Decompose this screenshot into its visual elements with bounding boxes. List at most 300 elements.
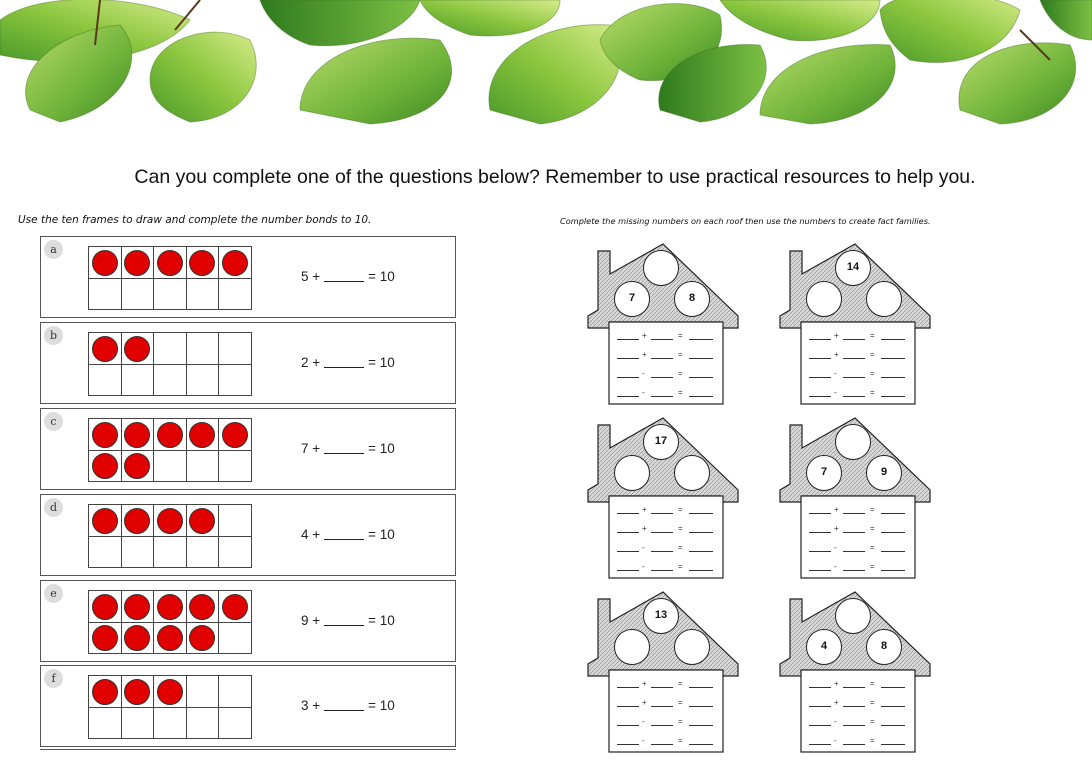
fact-operator: -	[834, 543, 837, 552]
ten-frame-cell[interactable]	[121, 333, 154, 365]
fact-line[interactable]	[809, 502, 905, 514]
question-panel-a	[40, 236, 456, 318]
fact-blank[interactable]	[689, 744, 713, 745]
equation-end: = 10	[368, 527, 395, 542]
fact-blank[interactable]	[809, 396, 831, 397]
instruction-text: Can you complete one of the questions below? Remember to use practical resources to help you.	[134, 166, 976, 188]
fact-operator: =	[870, 562, 875, 571]
fact-family-lines	[801, 496, 915, 578]
fact-operator: =	[678, 505, 683, 514]
fact-blank[interactable]	[881, 358, 905, 359]
ten-frame-cell[interactable]	[219, 364, 252, 396]
fact-blank[interactable]	[689, 396, 713, 397]
fact-operator: -	[642, 369, 645, 378]
ten-frame-cell[interactable]	[186, 622, 219, 654]
fact-family-lines	[609, 496, 723, 578]
ten-frame-cell[interactable]	[219, 536, 252, 568]
roof-number-top[interactable]	[643, 250, 679, 286]
ten-frame-cell[interactable]	[219, 419, 252, 451]
red-counter	[92, 625, 118, 651]
ten-frame-cell[interactable]	[219, 591, 252, 623]
red-counter	[124, 625, 150, 651]
fact-operator: -	[834, 369, 837, 378]
roof-number-left[interactable]	[614, 455, 650, 491]
fact-operator: -	[834, 562, 837, 571]
fact-blank[interactable]	[881, 706, 905, 707]
ten-frame-cell[interactable]	[154, 707, 187, 739]
fact-blank[interactable]	[881, 513, 905, 514]
fact-operator: +	[642, 679, 647, 688]
fact-operator: =	[678, 388, 683, 397]
fact-blank[interactable]	[617, 513, 639, 514]
fact-operator: =	[870, 350, 875, 359]
red-counter	[92, 250, 118, 276]
ten-frame-cell[interactable]	[121, 247, 154, 279]
answer-blank[interactable]	[324, 367, 364, 368]
roof-number-right[interactable]	[866, 281, 902, 317]
fact-blank[interactable]	[843, 513, 865, 514]
fact-operator: -	[834, 717, 837, 726]
fact-line[interactable]	[617, 521, 713, 533]
fact-operator: =	[678, 543, 683, 552]
fact-operator: =	[678, 679, 683, 688]
fact-blank[interactable]	[881, 687, 905, 688]
red-counter	[124, 336, 150, 362]
fact-line[interactable]	[617, 540, 713, 552]
equation-start: 9 +	[301, 613, 321, 628]
fact-blank[interactable]	[809, 513, 831, 514]
fact-blank[interactable]	[617, 687, 639, 688]
roof-number-left[interactable]	[614, 629, 650, 665]
fact-line[interactable]	[809, 385, 905, 397]
red-counter	[124, 508, 150, 534]
red-counter	[92, 422, 118, 448]
fact-blank[interactable]	[689, 513, 713, 514]
equation-start: 7 +	[301, 441, 321, 456]
fact-operator: +	[834, 524, 839, 533]
fact-blank[interactable]	[843, 744, 865, 745]
fact-operator: -	[642, 562, 645, 571]
fact-operator: =	[678, 524, 683, 533]
fact-blank[interactable]	[617, 377, 639, 378]
fact-blank[interactable]	[651, 551, 673, 552]
roof-number-left: 7	[806, 455, 842, 491]
fact-operator: =	[870, 524, 875, 533]
ten-frame-cell[interactable]	[121, 364, 154, 396]
fact-line[interactable]	[617, 714, 713, 726]
roof-number-right: 8	[866, 629, 902, 665]
fact-blank[interactable]	[809, 532, 831, 533]
roof-number-left: 7	[614, 281, 650, 317]
fact-operator: =	[870, 736, 875, 745]
ten-frame-cell[interactable]	[89, 505, 122, 537]
fact-blank[interactable]	[651, 570, 673, 571]
ten-frame-cell[interactable]	[89, 247, 122, 279]
fact-family-lines	[801, 670, 915, 752]
fact-blank[interactable]	[689, 532, 713, 533]
fact-blank[interactable]	[617, 725, 639, 726]
red-counter	[222, 594, 248, 620]
fact-line[interactable]	[809, 733, 905, 745]
fact-operator: +	[642, 524, 647, 533]
fact-family-lines	[609, 670, 723, 752]
fact-blank[interactable]	[881, 570, 905, 571]
ten-frame-cell[interactable]	[89, 591, 122, 623]
fact-operator: +	[834, 679, 839, 688]
fact-blank[interactable]	[617, 532, 639, 533]
ten-frame-cell[interactable]	[219, 676, 252, 708]
roof-number-top[interactable]	[835, 424, 871, 460]
fact-blank[interactable]	[881, 396, 905, 397]
number-bond-equation	[301, 698, 395, 713]
ten-frame-cell[interactable]	[121, 419, 154, 451]
red-counter	[92, 679, 118, 705]
ten-frame-cell[interactable]	[219, 707, 252, 739]
fact-blank[interactable]	[651, 358, 673, 359]
fact-blank[interactable]	[843, 551, 865, 552]
fact-line[interactable]	[617, 676, 713, 688]
fact-blank[interactable]	[843, 396, 865, 397]
roof-number-top: 14	[835, 250, 871, 286]
fact-blank[interactable]	[843, 687, 865, 688]
fact-line[interactable]	[617, 366, 713, 378]
fact-blank[interactable]	[843, 532, 865, 533]
fact-operator: =	[870, 505, 875, 514]
ten-frame-cell[interactable]	[219, 247, 252, 279]
fact-blank[interactable]	[651, 513, 673, 514]
fact-blank[interactable]	[617, 570, 639, 571]
red-counter	[157, 422, 183, 448]
ten-frame-cell[interactable]	[219, 622, 252, 654]
answer-blank[interactable]	[324, 710, 364, 711]
leaves-illustration	[0, 0, 1092, 128]
ten-frame-cell[interactable]	[219, 278, 252, 310]
fact-operator: +	[642, 350, 647, 359]
question-letter: b	[44, 326, 63, 345]
ten-frame[interactable]	[88, 590, 252, 654]
fact-family-house	[588, 244, 738, 414]
ten-frame-cell[interactable]	[121, 622, 154, 654]
fact-blank[interactable]	[809, 725, 831, 726]
red-counter	[189, 422, 215, 448]
red-counter	[189, 250, 215, 276]
red-counter	[157, 679, 183, 705]
ten-frame-cell[interactable]	[154, 622, 187, 654]
fact-blank[interactable]	[809, 687, 831, 688]
ten-frame-cell[interactable]	[154, 364, 187, 396]
red-counter	[157, 508, 183, 534]
red-counter	[124, 422, 150, 448]
ten-frame-cell[interactable]	[89, 676, 122, 708]
ten-frame-cell[interactable]	[121, 450, 154, 482]
ten-frame-cell[interactable]	[154, 278, 187, 310]
ten-frame-cell[interactable]	[121, 536, 154, 568]
roof-number-right: 8	[674, 281, 710, 317]
ten-frame-cell[interactable]	[186, 505, 219, 537]
ten-frame-cell[interactable]	[121, 707, 154, 739]
ten-frame-cell[interactable]	[121, 278, 154, 310]
ten-frame-cell[interactable]	[186, 419, 219, 451]
fact-line[interactable]	[809, 521, 905, 533]
ten-frame-cell[interactable]	[186, 278, 219, 310]
ten-frame-cell[interactable]	[154, 676, 187, 708]
ten-frame-cell[interactable]	[154, 419, 187, 451]
fact-blank[interactable]	[651, 396, 673, 397]
fact-blank[interactable]	[843, 725, 865, 726]
fact-operator: =	[870, 388, 875, 397]
ten-frame-cell[interactable]	[89, 419, 122, 451]
fact-family-house	[588, 592, 738, 762]
fact-blank[interactable]	[881, 744, 905, 745]
red-counter	[157, 594, 183, 620]
fact-operator: -	[642, 717, 645, 726]
fact-operator: -	[642, 736, 645, 745]
fact-line[interactable]	[617, 733, 713, 745]
red-counter	[92, 594, 118, 620]
red-counter	[124, 594, 150, 620]
equation-start: 5 +	[301, 269, 321, 284]
fact-blank[interactable]	[689, 570, 713, 571]
fact-blank[interactable]	[689, 687, 713, 688]
ten-frame-cell[interactable]	[186, 707, 219, 739]
ten-frame-cell[interactable]	[186, 333, 219, 365]
equation-end: = 10	[368, 613, 395, 628]
fact-blank[interactable]	[651, 339, 673, 340]
fact-family-lines	[801, 322, 915, 404]
ten-frame[interactable]	[88, 418, 252, 482]
fact-blank[interactable]	[809, 744, 831, 745]
fact-operator: -	[834, 736, 837, 745]
fact-blank[interactable]	[809, 706, 831, 707]
question-letter: c	[44, 412, 63, 431]
fact-line[interactable]	[809, 714, 905, 726]
number-bond-equation	[301, 269, 395, 284]
ten-frame-cell[interactable]	[121, 505, 154, 537]
ten-frame-cell[interactable]	[186, 676, 219, 708]
fact-blank[interactable]	[617, 358, 639, 359]
fact-blank[interactable]	[617, 744, 639, 745]
ten-frame-cell[interactable]	[121, 676, 154, 708]
question-panel-d	[40, 494, 456, 576]
fact-family-house	[780, 418, 930, 588]
red-counter	[189, 508, 215, 534]
fact-line[interactable]	[809, 559, 905, 571]
answer-blank[interactable]	[324, 625, 364, 626]
fact-line[interactable]	[617, 695, 713, 707]
fact-families-heading: Complete the missing numbers on each roof then use the numbers to create fact families.	[560, 216, 931, 226]
fact-operator: =	[678, 562, 683, 571]
fact-blank[interactable]	[843, 377, 865, 378]
fact-blank[interactable]	[689, 551, 713, 552]
fact-operator: =	[678, 350, 683, 359]
fact-operator: =	[678, 698, 683, 707]
red-counter	[92, 453, 118, 479]
ten-frame-cell[interactable]	[186, 247, 219, 279]
roof-number-top: 13	[643, 598, 679, 634]
ten-frame[interactable]	[88, 675, 252, 739]
fact-blank[interactable]	[617, 396, 639, 397]
fact-line[interactable]	[809, 347, 905, 359]
question-panel-c	[40, 408, 456, 490]
fact-line[interactable]	[809, 695, 905, 707]
ten-frame-cell[interactable]	[219, 333, 252, 365]
equation-start: 4 +	[301, 527, 321, 542]
red-counter	[157, 625, 183, 651]
roof-number-right[interactable]	[674, 455, 710, 491]
fact-blank[interactable]	[689, 339, 713, 340]
fact-blank[interactable]	[843, 358, 865, 359]
ten-frame-cell[interactable]	[154, 505, 187, 537]
fact-operator: =	[870, 698, 875, 707]
fact-operator: +	[834, 350, 839, 359]
fact-blank[interactable]	[809, 339, 831, 340]
red-counter	[189, 625, 215, 651]
ten-frame-cell[interactable]	[154, 247, 187, 279]
fact-blank[interactable]	[651, 706, 673, 707]
fact-operator: =	[678, 331, 683, 340]
fact-blank[interactable]	[689, 377, 713, 378]
fact-operator: =	[678, 736, 683, 745]
fact-operator: =	[870, 717, 875, 726]
ten-frame-cell[interactable]	[186, 450, 219, 482]
equation-end: = 10	[368, 698, 395, 713]
red-counter	[222, 422, 248, 448]
answer-blank[interactable]	[324, 453, 364, 454]
fact-family-house	[588, 418, 738, 588]
ten-frame-cell[interactable]	[186, 591, 219, 623]
question-letter: a	[44, 240, 63, 259]
ten-frame-cell[interactable]	[121, 591, 154, 623]
fact-line[interactable]	[809, 366, 905, 378]
fact-line[interactable]	[617, 347, 713, 359]
red-counter	[92, 508, 118, 534]
red-counter	[124, 453, 150, 479]
equation-end: = 10	[368, 441, 395, 456]
fact-operator: =	[870, 369, 875, 378]
fact-line[interactable]	[617, 559, 713, 571]
fact-blank[interactable]	[881, 725, 905, 726]
fact-operator: =	[678, 369, 683, 378]
question-panel-e	[40, 580, 456, 662]
ten-frame-cell[interactable]	[89, 707, 122, 739]
equation-start: 2 +	[301, 355, 321, 370]
fact-blank[interactable]	[881, 532, 905, 533]
ten-frame-cell[interactable]	[154, 333, 187, 365]
answer-blank[interactable]	[324, 539, 364, 540]
fact-blank[interactable]	[651, 377, 673, 378]
fact-operator: =	[870, 543, 875, 552]
fact-line[interactable]	[617, 502, 713, 514]
equation-end: = 10	[368, 269, 395, 284]
red-counter	[92, 336, 118, 362]
fact-operator: -	[642, 388, 645, 397]
fact-blank[interactable]	[881, 551, 905, 552]
fact-blank[interactable]	[809, 551, 831, 552]
equation-start: 3 +	[301, 698, 321, 713]
roof-number-right: 9	[866, 455, 902, 491]
fact-blank[interactable]	[689, 725, 713, 726]
number-bond-equation	[301, 441, 395, 456]
fact-line[interactable]	[809, 676, 905, 688]
ten-frame-cell[interactable]	[186, 536, 219, 568]
ten-frame-cell[interactable]	[154, 536, 187, 568]
red-counter	[222, 250, 248, 276]
question-panel-b	[40, 322, 456, 404]
ten-frame-cell[interactable]	[89, 364, 122, 396]
fact-blank[interactable]	[689, 358, 713, 359]
fact-blank[interactable]	[881, 377, 905, 378]
fact-line[interactable]	[617, 328, 713, 340]
fact-blank[interactable]	[809, 570, 831, 571]
fact-line[interactable]	[617, 385, 713, 397]
fact-blank[interactable]	[689, 706, 713, 707]
roof-number-top[interactable]	[835, 598, 871, 634]
ten-frames-heading: Use the ten frames to draw and complete the number bonds to 10.	[18, 214, 372, 226]
equation-end: = 10	[368, 355, 395, 370]
red-counter	[124, 250, 150, 276]
fact-blank[interactable]	[651, 725, 673, 726]
fact-family-house	[780, 244, 930, 414]
ten-frame-cell[interactable]	[219, 505, 252, 537]
red-counter	[124, 679, 150, 705]
ten-frame-cell[interactable]	[89, 278, 122, 310]
ten-frame-cell[interactable]	[89, 622, 122, 654]
ten-frame[interactable]	[88, 332, 252, 396]
ten-frame-cell[interactable]	[89, 333, 122, 365]
fact-blank[interactable]	[617, 339, 639, 340]
ten-frame-cell[interactable]	[154, 450, 187, 482]
fact-operator: -	[642, 543, 645, 552]
fact-blank[interactable]	[651, 744, 673, 745]
ten-frame-cell[interactable]	[89, 450, 122, 482]
fact-blank[interactable]	[809, 358, 831, 359]
fact-operator: -	[834, 388, 837, 397]
ten-frame-cell[interactable]	[154, 591, 187, 623]
fact-line[interactable]	[809, 540, 905, 552]
ten-frame-cell[interactable]	[186, 364, 219, 396]
fact-operator: +	[834, 698, 839, 707]
fact-blank[interactable]	[617, 706, 639, 707]
fact-family-house	[780, 592, 930, 762]
fact-blank[interactable]	[881, 339, 905, 340]
ten-frame-cell[interactable]	[89, 536, 122, 568]
question-letter: e	[44, 584, 63, 603]
fact-operator: =	[870, 331, 875, 340]
red-counter	[189, 594, 215, 620]
fact-operator: =	[678, 717, 683, 726]
fact-blank[interactable]	[651, 532, 673, 533]
roof-number-right[interactable]	[674, 629, 710, 665]
fact-line[interactable]	[809, 328, 905, 340]
fact-blank[interactable]	[843, 706, 865, 707]
fact-blank[interactable]	[617, 551, 639, 552]
red-counter	[157, 250, 183, 276]
fact-blank[interactable]	[651, 687, 673, 688]
fact-blank[interactable]	[809, 377, 831, 378]
number-bond-equation	[301, 613, 395, 628]
question-letter: d	[44, 498, 63, 517]
number-bond-equation	[301, 355, 395, 370]
answer-blank[interactable]	[324, 281, 364, 282]
ten-frame[interactable]	[88, 504, 252, 568]
panel-bottom-rule	[40, 749, 456, 750]
fact-blank[interactable]	[843, 339, 865, 340]
ten-frame[interactable]	[88, 246, 252, 310]
ten-frame-cell[interactable]	[219, 450, 252, 482]
fact-operator: +	[642, 698, 647, 707]
fact-blank[interactable]	[843, 570, 865, 571]
roof-number-left[interactable]	[806, 281, 842, 317]
